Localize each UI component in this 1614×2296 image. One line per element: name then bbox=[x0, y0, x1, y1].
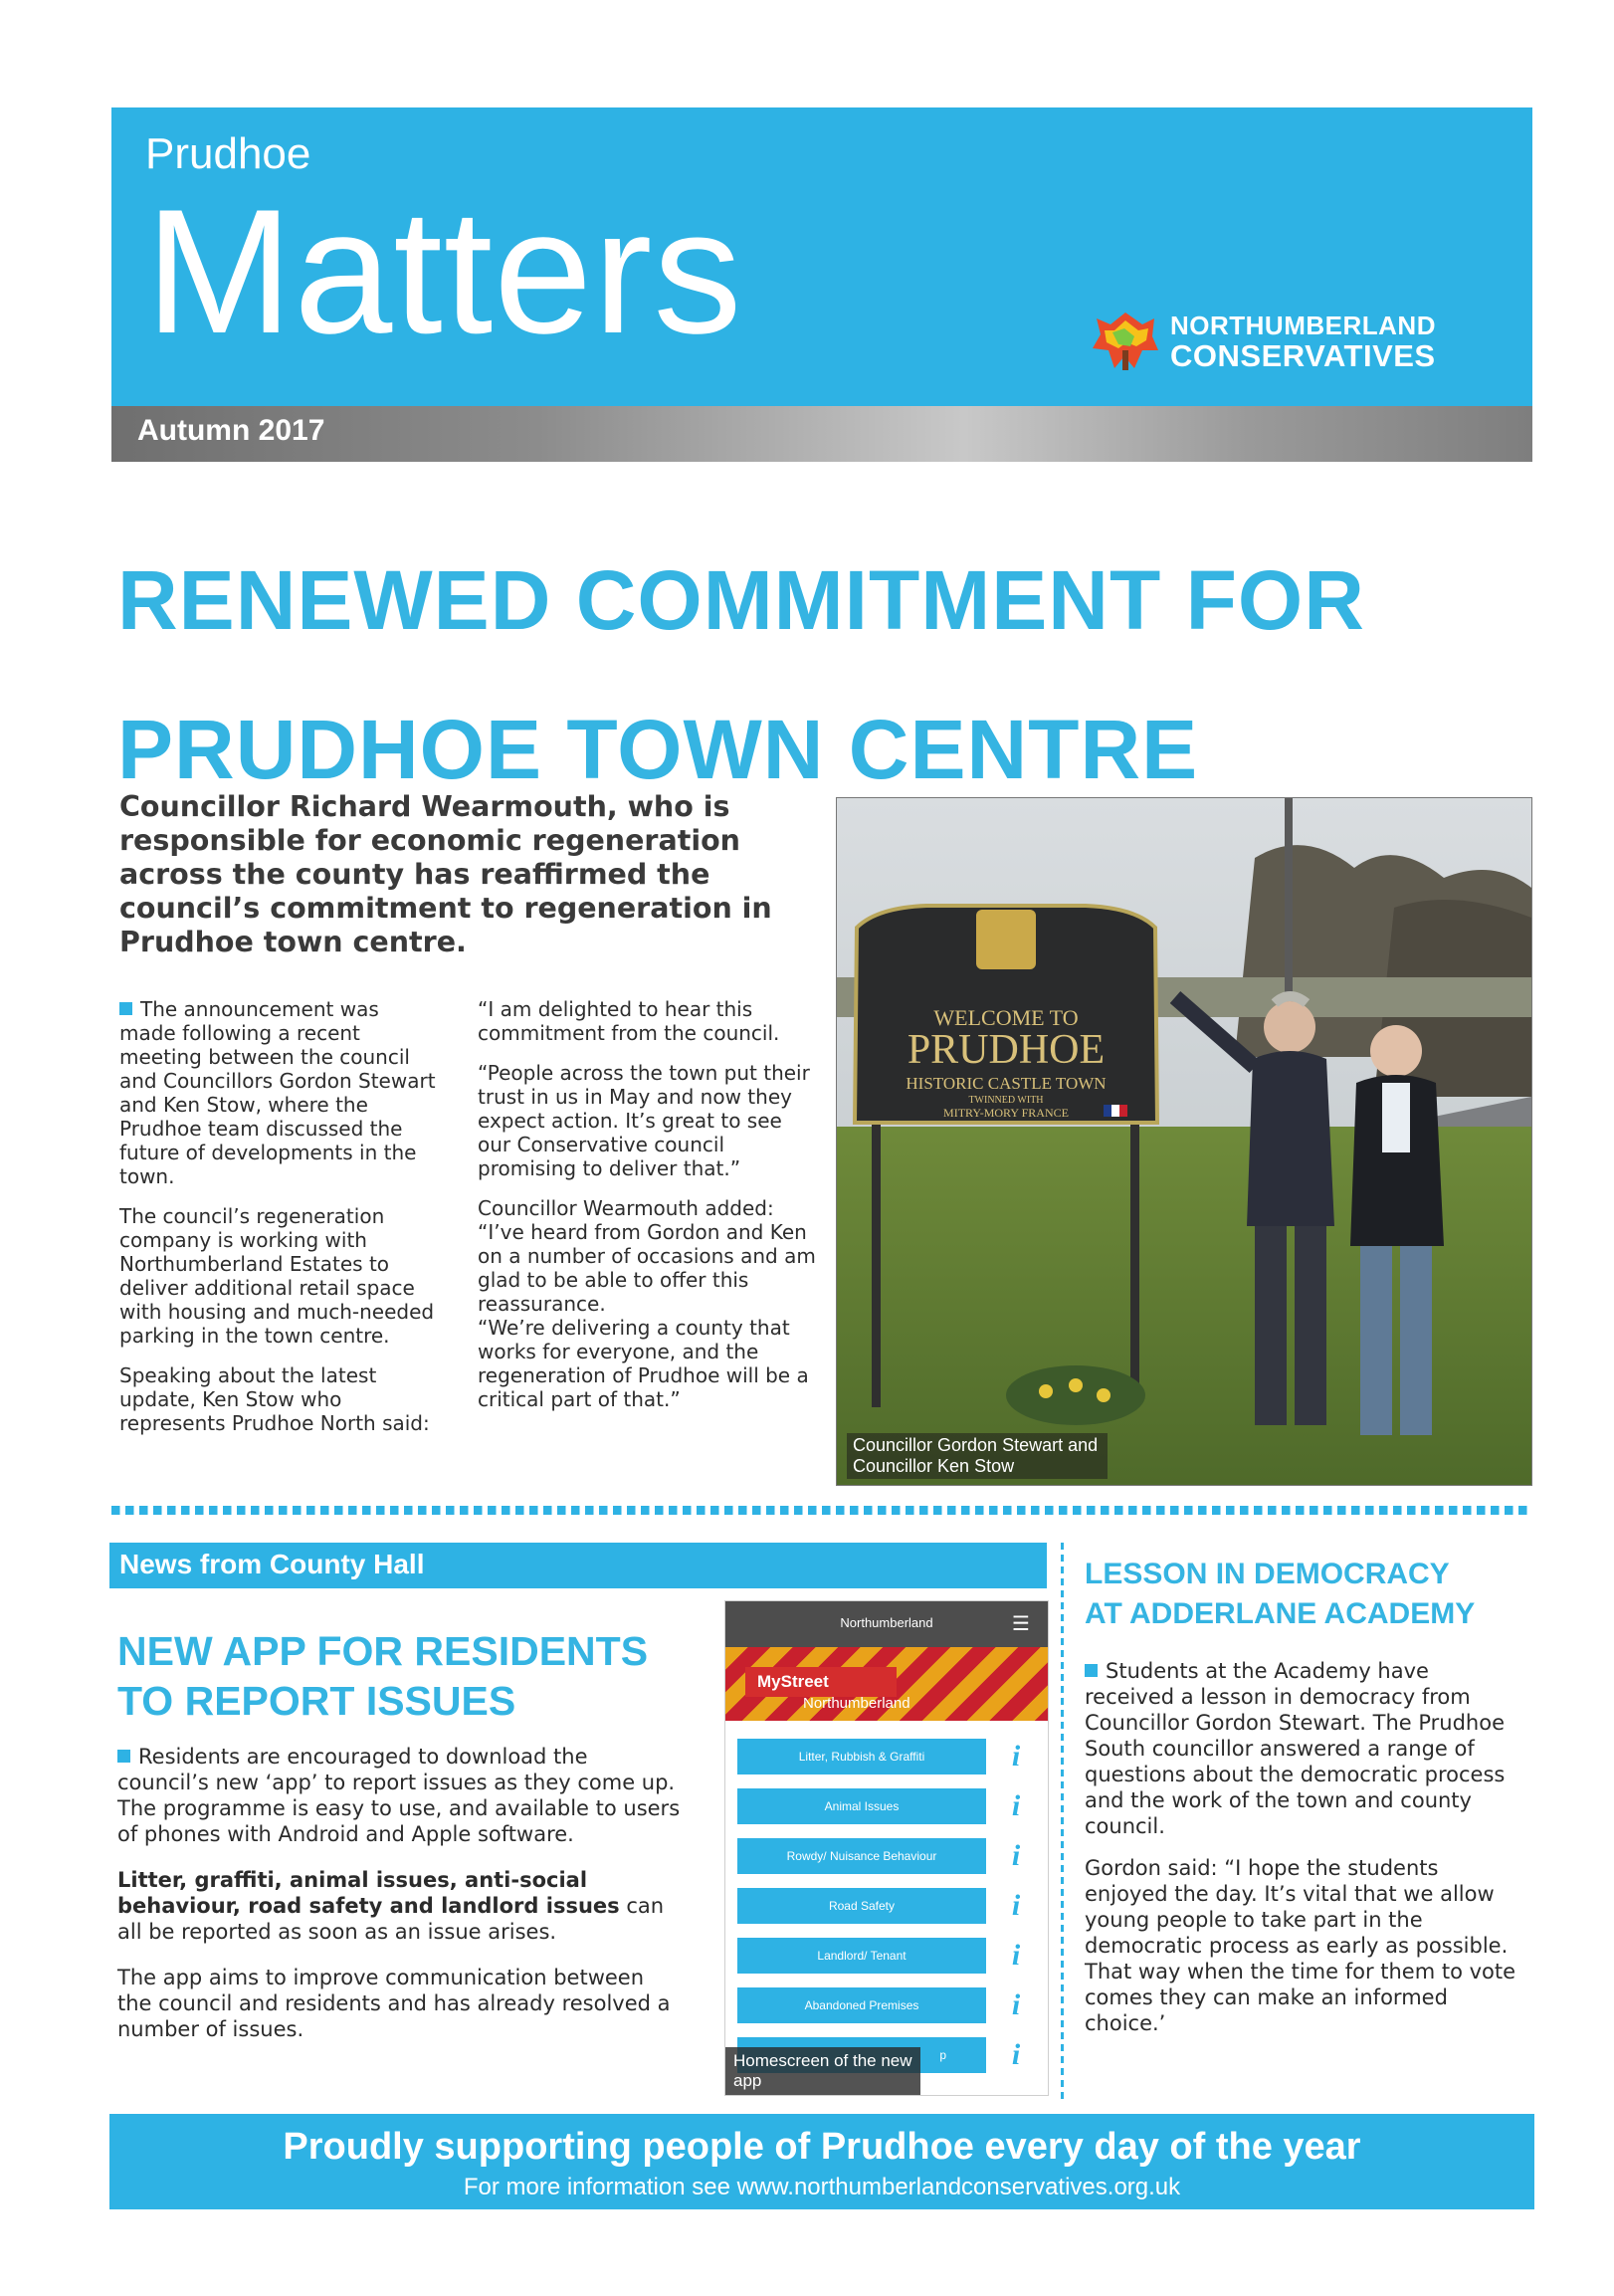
sign-line2: PRUDHOE bbox=[907, 1027, 1106, 1073]
story-paragraph: “I am delighted to hear this commitment from the council. bbox=[478, 997, 780, 1045]
edition-bar bbox=[111, 406, 1532, 462]
sign-line1: WELCOME TO bbox=[933, 1005, 1079, 1030]
app-menu-button: Road Safety bbox=[737, 1888, 986, 1924]
bullet-square-icon bbox=[117, 1750, 130, 1763]
story-column-1 bbox=[119, 997, 440, 1451]
app-menu-button: Rowdy/ Nuisance Behaviour bbox=[737, 1838, 986, 1874]
info-icon: i bbox=[1011, 1789, 1021, 1822]
footer-slogan: Proudly supporting people of Prudhoe every day of the year bbox=[283, 2126, 1361, 2168]
app-menu-button: Abandoned Premises bbox=[737, 1987, 986, 2023]
app-menu-item bbox=[737, 1838, 1036, 1874]
democracy-headline-line2: AT ADDERLANE ACADEMY bbox=[1085, 1597, 1476, 1630]
app-headline-line2: TO REPORT ISSUES bbox=[117, 1678, 516, 1724]
democracy-article bbox=[1085, 1658, 1522, 2052]
democracy-headline bbox=[1085, 1555, 1542, 1634]
app-menu-button: Landlord/ Tenant bbox=[737, 1938, 986, 1974]
info-icon: i bbox=[1011, 1988, 1021, 2021]
section-divider bbox=[111, 1506, 1532, 1515]
app-paragraph: Litter, graffiti, animal issues, anti-social behaviour, road safety and landlord issues can all be reported as soon as an issue arises. bbox=[117, 1868, 665, 1944]
app-caption: Homescreen of the new app bbox=[725, 2047, 920, 2095]
app-article bbox=[117, 1744, 685, 2062]
main-headline-line1: RENEWED COMMITMENT FOR bbox=[117, 553, 1365, 647]
story-column-2 bbox=[478, 997, 816, 1427]
app-menu-item bbox=[737, 1938, 1036, 1974]
app-menu-list bbox=[737, 1739, 1036, 2087]
bullet-square-icon bbox=[119, 1002, 132, 1015]
party-logo-block bbox=[1091, 307, 1509, 376]
app-menu-item bbox=[737, 1739, 1036, 1774]
app-header-title: Northumberland bbox=[840, 1615, 933, 1630]
info-icon: i bbox=[1011, 1939, 1021, 1972]
county-hall-bar bbox=[109, 1543, 1047, 1588]
democracy-paragraph: Students at the Academy have received a lesson in democracy from Councillor Gordon Stewart. The Prudhoe South councillor answered a range of questions about the democratic process and the work of the town and county council. bbox=[1085, 1659, 1506, 1838]
app-banner bbox=[725, 1647, 1048, 1721]
sign-line5: MITRY-MORY FRANCE bbox=[943, 1106, 1069, 1120]
democracy-headline-line1: LESSON IN DEMOCRACY bbox=[1085, 1558, 1450, 1590]
app-menu-button: Litter, Rubbish & Graffiti bbox=[737, 1739, 986, 1774]
app-headline-line1: NEW APP FOR RESIDENTS bbox=[117, 1628, 649, 1674]
app-menu-item bbox=[737, 1888, 1036, 1924]
councillors-photo bbox=[836, 797, 1532, 1486]
story-paragraph: “We’re delivering a county that works for everyone, and the regeneration of Prudhoe will be a critical part of that.” bbox=[478, 1316, 809, 1411]
sign-line4: TWINNED WITH bbox=[968, 1095, 1044, 1106]
party-name-line2: CONSERVATIVES bbox=[1170, 338, 1436, 373]
app-menu-button: Animal Issues bbox=[737, 1788, 986, 1824]
bullet-square-icon bbox=[1085, 1664, 1098, 1677]
story-paragraph: The council’s regeneration company is working with Northumberland Estates to deliver additional retail space with housing and much-needed parking in the town centre. bbox=[119, 1204, 435, 1348]
app-menu-item bbox=[737, 1788, 1036, 1824]
democracy-paragraph: Gordon said: “I hope the students enjoyed the day. It’s vital that we allow young people to take part in the democratic process as early as possible. That way when the time for them to vote comes they can make an informed choice.’ bbox=[1085, 1856, 1516, 2035]
info-icon: i bbox=[1011, 1740, 1021, 1773]
tree-logo-icon bbox=[1091, 311, 1160, 372]
footer-banner bbox=[109, 2114, 1534, 2209]
app-menu-item bbox=[737, 1987, 1036, 2023]
lead-paragraph: Councillor Richard Wearmouth, who is responsible for economic regeneration across the county has reaffirmed the council’s commitment to regeneration in Prudhoe town centre. bbox=[119, 790, 772, 958]
story-paragraph: The announcement was made following a recent meeting between the council and Councillors Gordon Stewart and Ken Stow, where the Prudhoe team discussed the future of developments in the town. bbox=[119, 997, 436, 1188]
photo-caption: Councillor Gordon Stewart and Councillor Ken Stow bbox=[847, 1433, 1108, 1479]
info-icon: i bbox=[1011, 1889, 1021, 1922]
county-hall-title: News from County Hall bbox=[119, 1549, 425, 1579]
app-header bbox=[725, 1601, 1048, 1647]
hamburger-menu-icon: ☰ bbox=[1012, 1611, 1030, 1635]
app-menu-button: p bbox=[737, 2037, 986, 2073]
main-headline-line2: PRUDHOE TOWN CENTRE bbox=[117, 703, 1199, 796]
edition-date: Autumn 2017 bbox=[137, 414, 325, 447]
app-screenshot bbox=[724, 1600, 1049, 2096]
sign-line3: HISTORIC CASTLE TOWN bbox=[906, 1074, 1107, 1093]
app-headline bbox=[117, 1626, 714, 1726]
story-paragraph: Councillor Wearmouth added: “I’ve heard from Gordon and Ken on a number of occasions and am glad to be able to offer this reassurance. bbox=[478, 1196, 816, 1316]
app-banner-title: MyStreet bbox=[745, 1667, 897, 1697]
info-icon: i bbox=[1011, 1839, 1021, 1872]
main-headline bbox=[117, 525, 1550, 824]
photo-scene bbox=[837, 798, 1531, 1485]
party-name-line1: NORTHUMBERLAND bbox=[1170, 311, 1436, 340]
app-paragraph: Residents are encouraged to download the council’s new ‘app’ to report issues as they come up. The programme is easy to use, and available to users of phones with Android and Apple software. bbox=[117, 1745, 681, 1846]
footer-website: For more information see www.northumberlandconservatives.org.uk bbox=[463, 2174, 1181, 2200]
story-paragraph: Speaking about the latest update, Ken Stow who represents Prudhoe North said: bbox=[119, 1363, 430, 1435]
app-paragraph: The app aims to improve communication between the council and residents and has already resolved a number of issues. bbox=[117, 1966, 671, 2041]
masthead bbox=[111, 107, 1532, 462]
column-divider bbox=[1061, 1543, 1064, 2100]
app-banner-subtitle: Northumberland bbox=[803, 1695, 910, 1712]
masthead-title: Matters bbox=[145, 172, 743, 370]
story-paragraph: “People across the town put their trust in us in May and now they expect action. It’s great to see our Conservative council promising to deliver that.” bbox=[478, 1061, 810, 1180]
masthead-town: Prudhoe bbox=[145, 129, 311, 178]
info-icon: i bbox=[1011, 2038, 1021, 2071]
